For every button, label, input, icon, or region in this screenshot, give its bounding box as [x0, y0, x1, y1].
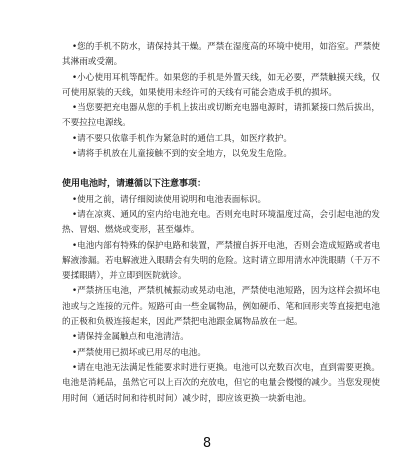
battery-note-replacement: •请在电池无法满足性能要求时进行更换。电池可以充数百次电，直到需要更换。电池是消耗品，虽然它可以上百次的充放电，但它的电量会慢慢的减少。当您发现使用时间（通话时间和待机时间）减少时，即应该更换一块新电池。 [62, 362, 380, 404]
battery-note-damaged-battery: •严禁使用已损坏或已用尽的电池。 [72, 347, 206, 358]
document-page [62, 40, 380, 407]
battery-note-clean-contacts: •请保持金属触点和电池清洁。 [72, 332, 189, 343]
emergency-note: •请不要只依靠手机作为紧急时的通信工具，如医疗救护。 [72, 133, 292, 144]
children-note: •请将手机放在儿童接触不到的安全地方，以免发生危险。 [72, 149, 292, 160]
battery-section [62, 177, 380, 406]
battery-section-heading: 使用电池时，请遵循以下注意事项： [62, 179, 207, 190]
waterproof-note: •您的手机不防水，请保持其干燥。严禁在湿度高的环境中使用，如浴室。严禁使其淋雨或受潮。 [62, 42, 380, 68]
battery-note-read-manual: •使用之前，请仔细阅读使用说明和电池表面标识。 [72, 194, 267, 205]
battery-note-do-not-disassemble: •电池内部有特殊的保护电路和装置，严禁擅自拆开电池，否则会造成短路或者电解液渗漏。若电解液进入眼睛会有失明的危险。这时请立即用清水冲洗眼睛（千万不要揉眼睛），并立即到医院就诊。 [62, 240, 380, 282]
phone-care-section [62, 40, 380, 162]
page-number: 8 [202, 436, 212, 451]
section-gap [62, 162, 380, 177]
antenna-note: •小心使用耳机等配件。如果您的手机是外置天线，如无必要，严禁触摸天线，仅可使用原装的天线，如果使用未经许可的天线有可能会造成手机的损坏。 [62, 72, 380, 98]
battery-note-short-circuit: •严禁挤压电池，严禁机械振动或晃动电池，严禁使电池短路，因为这样会损坏电池或与之连接的元件。短路可由一些金属物品，例如硬币、笔和回形夹等直接把电池的正极和负极连接起来，因此严禁把电池跟金属物品放在一起。 [62, 286, 380, 328]
charger-unplug-note: •当您要把充电器从您的手机上拔出或切断充电器电源时，请抓紧接口然后拔出，不要拉拉电源线。 [62, 103, 380, 129]
battery-note-charging-environment: •请在凉爽、通风的室内给电池充电。否则充电时环境温度过高，会引起电池的发热、冒烟、燃烧或变形，甚至爆炸。 [62, 209, 380, 236]
